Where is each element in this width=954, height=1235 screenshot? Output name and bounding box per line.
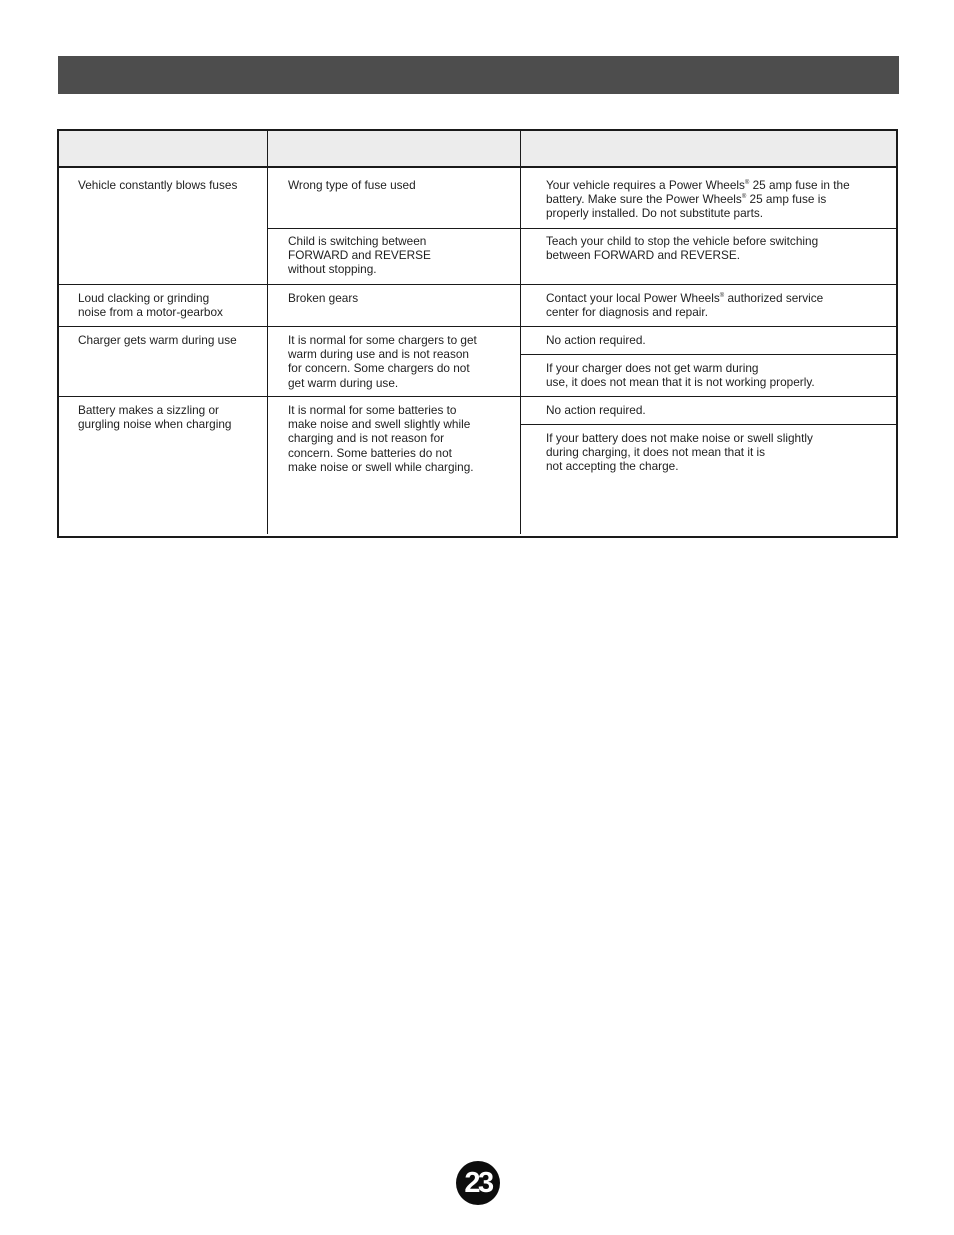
sub-row-divider: [520, 424, 896, 425]
registered-mark: ®: [741, 194, 747, 201]
cause-cell: Wrong type of fuse used: [288, 178, 416, 192]
page-number-badge: [456, 1161, 500, 1205]
cause-cell: It is normal for some batteries to make noise and swell slightly while charging and is not reason for concern. Some batteries do not make noise or swell while charging.: [288, 403, 474, 474]
registered-mark: ®: [719, 293, 725, 299]
column-divider: [267, 168, 268, 534]
cause-cell: Broken gears: [288, 291, 359, 305]
solution-cell: If your battery does not make noise or swell slightly during charging, it does not mean that it is not accepting the charge.: [546, 431, 813, 474]
solution-cell: Teach your child to stop the vehicle before switching between FORWARD and REVERSE.: [546, 234, 819, 263]
problem-cell: Loud clacking or grinding noise from a motor-gearbox: [78, 291, 223, 320]
row-divider: [59, 396, 896, 397]
cause-cell: It is normal for some chargers to get warm during use and is not reason for concern. Some chargers do not get warm during use.: [288, 333, 477, 390]
solution-cell: No action required.: [546, 333, 646, 347]
problem-cell: Vehicle constantly blows fuses: [78, 178, 238, 192]
solution-cell: Contact your local Power Wheels® authorized service center for diagnosis and repair.: [546, 291, 824, 320]
row-divider: [59, 284, 896, 285]
solution-cell: No action required.: [546, 403, 646, 417]
problem-cell: Battery makes a sizzling or gurgling noise when charging: [78, 403, 232, 432]
solution-cell: Your vehicle requires a Power Wheels® 25 amp fuse in the battery. Make sure the Power Wheels® 25 amp fuse is properly installed. Do not substitute parts.: [546, 178, 850, 221]
sub-row-divider: [267, 228, 896, 229]
troubleshooting-table: [57, 129, 898, 538]
page-number: 23: [464, 1166, 492, 1199]
column-divider: [520, 168, 521, 534]
cause-cell: Child is switching between FORWARD and REVERSE without stopping.: [288, 234, 431, 277]
column-divider: [267, 131, 268, 166]
solution-cell: If your charger does not get warm during use, it does not mean that it is not working properly.: [546, 361, 815, 390]
sub-row-divider: [520, 354, 896, 355]
page-title-bar: [58, 56, 899, 94]
problem-cell: Charger gets warm during use: [78, 333, 237, 347]
row-divider: [59, 326, 896, 327]
column-divider: [520, 131, 521, 166]
table-header-row: [59, 131, 896, 168]
registered-mark: ®: [744, 180, 750, 186]
